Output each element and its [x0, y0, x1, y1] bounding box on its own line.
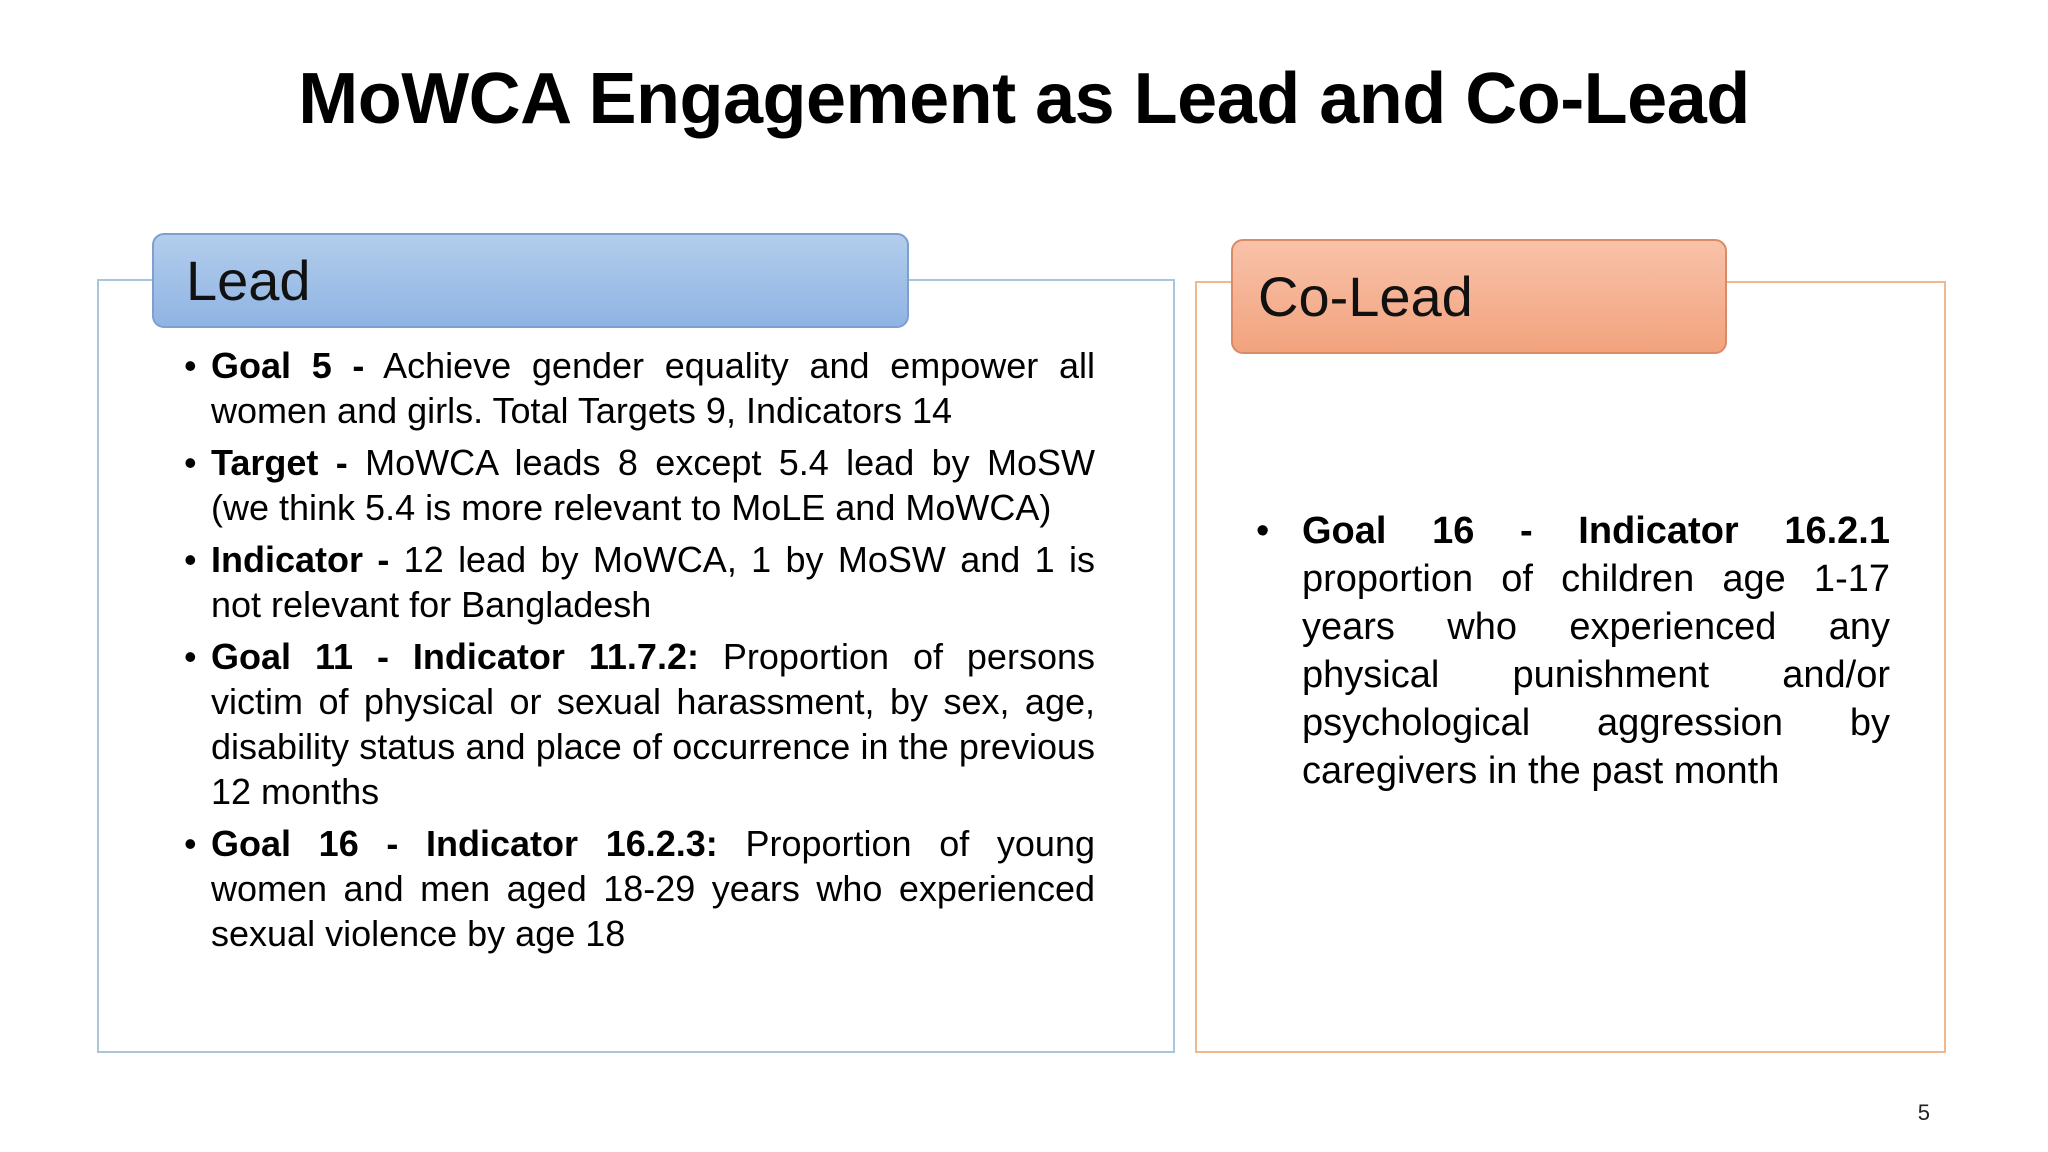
colead-bullet-item: • Goal 16 - Indicator 16.2.1 proportion of children age 1-17 years who experienced any physical punishment and/or psychological aggression by caregivers in the past month — [1256, 510, 1890, 792]
lead-bullet-label: Indicator - — [211, 539, 390, 580]
lead-bullet-item: • Goal 5 - Achieve gender equality and empower all women and girls. Total Targets 9, Indicators 14 — [184, 345, 1096, 431]
colead-header — [1231, 239, 1727, 354]
lead-bullet-label: Goal 16 - Indicator 16.2.3: — [211, 823, 718, 864]
colead-header-label: Co-Lead — [1258, 265, 1473, 328]
lead-bullet-label: Goal 11 - Indicator 11.7.2: — [211, 636, 699, 677]
page-number: 5 — [1917, 1100, 1930, 1125]
lead-header — [152, 233, 909, 328]
lead-bullet-text: 12 lead by MoWCA, 1 by MoSW and 1 is not relevant for Bangladesh — [211, 539, 1095, 625]
lead-bullet-text: MoWCA leads 8 except 5.4 lead by MoSW (we think 5.4 is more relevant to MoLE and MoWCA) — [211, 442, 1095, 528]
lead-bullet-item: • Indicator - 12 lead by MoWCA, 1 by MoSW and 1 is not relevant for Bangladesh — [184, 539, 1095, 625]
lead-bullet-text: Proportion of young women and men aged 18-29 years who experienced sexual violence by age 18 — [211, 823, 1095, 954]
colead-bullet-text: proportion of children age 1-17 years who experienced any physical punishment and/or psychological aggression by caregivers in the past month — [1302, 558, 1890, 792]
lead-header-label: Lead — [186, 249, 311, 312]
lead-bullet-text: Proportion of persons victim of physical or sexual harassment, by sex, age, disability status and place of occurrence in the previous 12 months — [211, 636, 1095, 812]
lead-bullet-item: • Goal 11 - Indicator 11.7.2: Proportion of persons victim of physical or sexual harassment, by sex, age, disability status and place of occurrence in the previous 12 months — [184, 636, 1095, 812]
lead-bullet-list — [180, 343, 1095, 963]
lead-bullet-label: Target - — [211, 442, 348, 483]
slide-title: MoWCA Engagement as Lead and Co-Lead — [298, 59, 1750, 139]
lead-bullet-label: Goal 5 - — [211, 345, 365, 386]
lead-bullet-item: • Goal 16 - Indicator 16.2.3: Proportion of young women and men aged 18-29 years who experienced sexual violence by age 18 — [184, 823, 1095, 954]
colead-bullet-list — [1250, 507, 1890, 795]
lead-bullet-text: Achieve gender equality and empower all women and girls. Total Targets 9, Indicators 14 — [211, 345, 1096, 431]
colead-bullet-label: Goal 16 - Indicator 16.2.1 — [1302, 510, 1890, 552]
lead-bullet-item: • Target - MoWCA leads 8 except 5.4 lead by MoSW (we think 5.4 is more relevant to MoLE and MoWCA) — [184, 442, 1095, 528]
